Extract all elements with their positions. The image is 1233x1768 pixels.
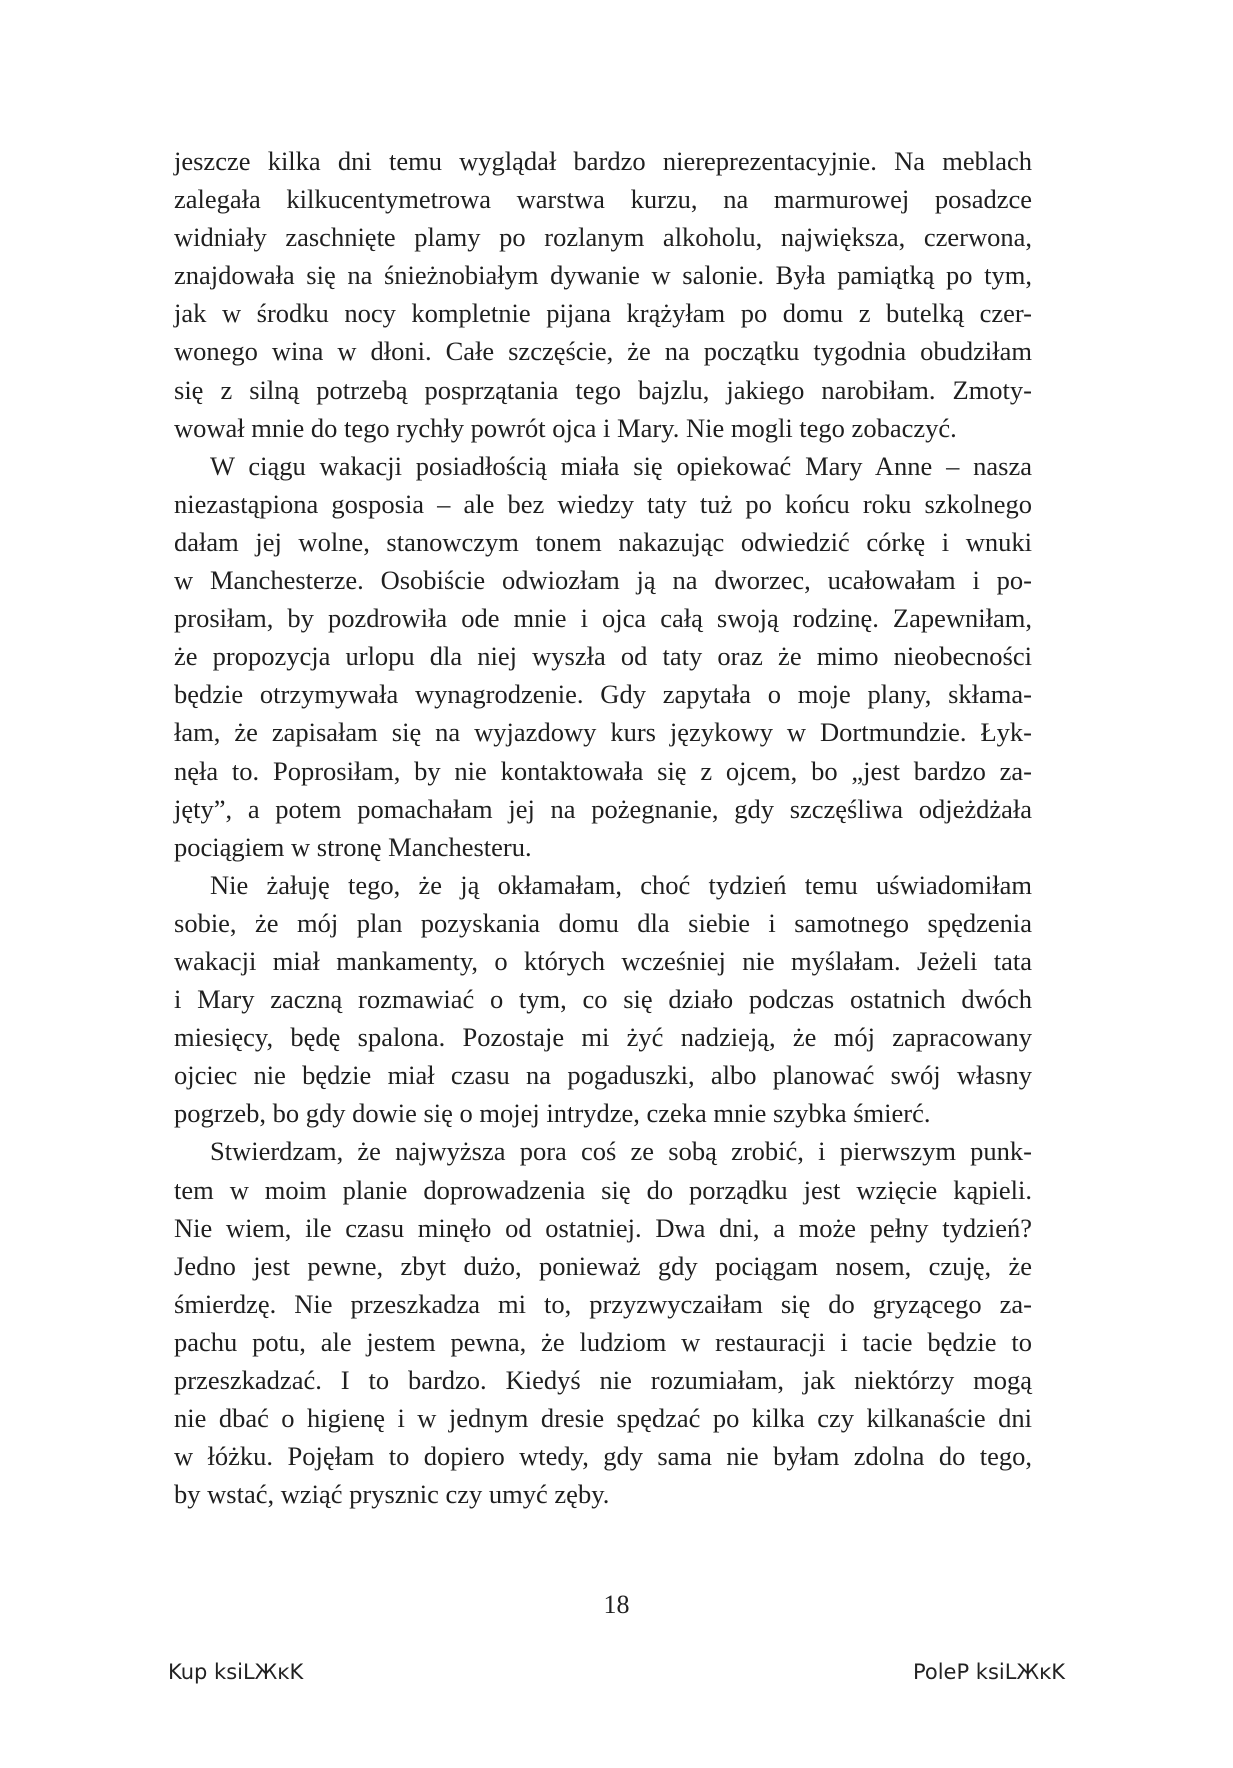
paragraph [174, 142, 1032, 447]
text-line: Nie wiem, ile czasu minęło od ostatniej. Dwa dni, a może pełny tydzień? [174, 1212, 1032, 1243]
text-line: nie dbać o higienę i w jednym dresie spędzać po kilka czy kilkanaście dni [174, 1403, 1032, 1434]
text-line: Stwierdzam, że najwyższa pora coś ze sobą zrobić, i pierwszym punk- [210, 1136, 1032, 1167]
paragraph [174, 866, 1032, 1133]
text-line: pachu potu, ale jestem pewna, że ludziom w restauracji i tacie będzie to [174, 1326, 1032, 1357]
paragraph [174, 447, 1032, 866]
text-line: przeszkadzać. I to bardzo. Kiedyś nie rozumiałam, jak niektórzy mogą [174, 1365, 1032, 1395]
text-line: pociągiem w stronę Manchesteru. [174, 831, 532, 862]
text-line: pogrzeb, bo gdy dowie się o mojej intrydze, czeka mnie szybka śmierć. [174, 1098, 931, 1129]
paragraph [174, 1132, 1032, 1513]
text-line: widniały zaschnięte plamy po rozlanym alkoholu, największa, czerwona, [174, 222, 1032, 253]
text-line: nęła to. Poprosiłam, by nie kontaktowała się z ojcem, bo „jest bardzo za- [174, 755, 1032, 786]
text-line: śmierdzę. Nie przeszkadza mi to, przyzwyczaiłam się do gryzącego za- [174, 1288, 1032, 1319]
text-line: Jedno jest pewne, zbyt dużo, ponieważ gdy pociągam nosem, czuję, że [174, 1250, 1032, 1281]
text-line: dałam jej wolne, stanowczym tonem nakazując odwiedzić córkę i wnuki [174, 526, 1032, 557]
text-line: znajdowała się na śnieżnobiałym dywanie w salonie. Była pamiątką po tym, [174, 260, 1032, 291]
text-line: wonego wina w dłoni. Całe szczęście, że na początku tygodnia obudziłam [174, 336, 1032, 367]
text-line: sobie, że mój plan pozyskania domu dla siebie i samotnego spędzenia [174, 907, 1032, 938]
text-line: wował mnie do tego rychły powrót ojca i Mary. Nie mogli tego zobaczyć. [174, 412, 957, 443]
body-text [174, 142, 1032, 1513]
text-line: tem w moim planie doprowadzenia się do porządku jest wzięcie kąpieli. [174, 1174, 1032, 1205]
text-line: jak w środku nocy kompletnie pijana krążyłam po domu z butelką czer- [174, 298, 1032, 329]
text-line: łam, że zapisałam się na wyjazdowy kurs językowy w Dortmundzie. Łyk- [174, 717, 1032, 748]
text-line: wakacji miał mankamenty, o których wcześniej nie myślałam. Jeżeli tata [174, 945, 1032, 976]
text-line: miesięcy, będę spalona. Pozostaje mi żyć nadzieją, że mój zapracowany [174, 1022, 1032, 1053]
recommend-book-link[interactable]: PoleP ksiLЖĸK [912, 1660, 1065, 1684]
text-line: będzie otrzymywała wynagrodzenie. Gdy zapytała o moje plany, skłama- [174, 679, 1032, 710]
text-line: W ciągu wakacji posiadłością miała się opiekować Mary Anne – nasza [210, 450, 1032, 481]
text-line: ojciec nie będzie miał czasu na pogaduszki, albo planować swój własny [174, 1060, 1032, 1091]
text-line: by wstać, wziąć prysznic czy umyć zęby. [174, 1479, 610, 1510]
text-line: i Mary zaczną rozmawiać o tym, co się działo podczas ostatnich dwóch [174, 984, 1032, 1015]
text-line: jęty”, a potem pomachałam jej na pożegnanie, gdy szczęśliwa odjeżdżała [174, 793, 1032, 824]
text-line: niezastąpiona gosposia – ale bez wiedzy taty tuż po końcu roku szkolnego [174, 488, 1032, 519]
text-line: Nie żałuję tego, że ją okłamałam, choć tydzień temu uświadomiłam [210, 869, 1032, 900]
text-line: jeszcze kilka dni temu wyglądał bardzo niereprezentacyjnie. Na meblach [174, 146, 1032, 176]
text-line: w Manchesterze. Osobiście odwiozłam ją na dworzec, ucałowałam i po- [174, 565, 1032, 596]
text-line: zalegała kilkucentymetrowa warstwa kurzu, na marmurowej posadzce [174, 184, 1032, 215]
page-number: 18 [603, 1590, 630, 1619]
buy-book-link[interactable]: Kup ksiLЖĸK [168, 1660, 304, 1684]
text-line: prosiłam, by pozdrowiła ode mnie i ojca całą swoją rodzinę. Zapewniłam, [174, 603, 1032, 634]
text-line: w łóżku. Pojęłam to dopiero wtedy, gdy sama nie byłam zdolna do tego, [174, 1441, 1032, 1472]
text-line: się z silną potrzebą posprzątania tego bajzlu, jakiego narobiłam. Zmoty- [174, 374, 1032, 405]
text-line: że propozycja urlopu dla niej wyszła od taty oraz że mimo nieobecności [174, 641, 1032, 672]
